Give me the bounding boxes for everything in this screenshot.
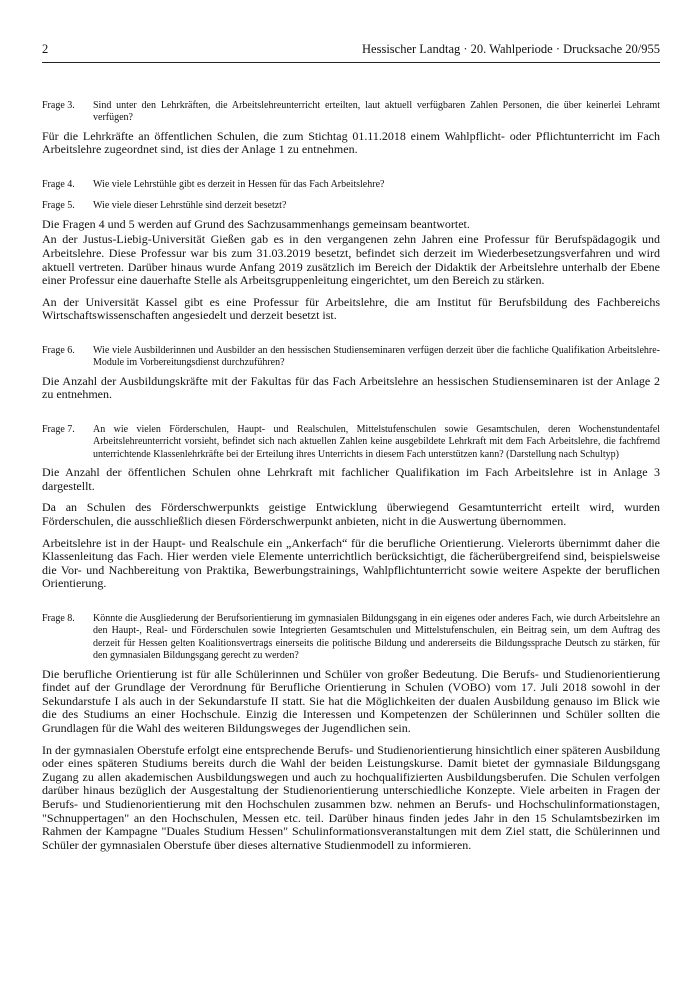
answer-8-p2: In der gymnasialen Oberstufe erfolgt eine entsprechende Berufs- und Studienorientierung hinsichtlich einer späteren Ausbildung oder eines späteren Studiums bereits durch die Wahl der beiden Leistungskurse. Damit bietet der gymnasiale Bildungsgang Zugang zu allen akademischen Ausbildungswegen und auch zu hochqualifizierten Ausbildungsberufen. Die Schulen verfolgen darüber hinaus bezüglich der Ausgestaltung der Studienorientierung unterschiedliche Konzepte. Viele arbeiten in Fragen der Berufs- und Studienorientierung mit den Hochschulen zusammen bzw. nehmen an Berufs- und Hochschulinformationstagen, "Schnuppertagen" an den Hochschulen, Messen etc. teil. Darüber hinaus finden jedes Jahr in den 15 Schulamtsbezirken im Rahmen der Kampagne "Duales Studium Hessen" Schulinformationsveranstaltungen mit dem Ziel statt, die Schülerinnen und Schüler der gymnasialen Oberstufe über dieses alternative Studienmodell zu informieren. xyxy=(42,742,660,852)
question-5 xyxy=(42,200,660,212)
question-text: Wie viele dieser Lehrstühle sind derzeit besetzt? xyxy=(93,200,287,212)
question-label: Frage 6. xyxy=(42,344,75,356)
answer-4-5-p2: An der Justus-Liebig-Universität Gießen gab es in den vergangenen zehn Jahren eine Professur für Berufspädagogik und Arbeitslehre. Diese Professur war bis zum 31.03.2019 besetzt, befindet sich derzeit im Wiederbesetzungsverfahren und wird aktuell vertreten. Darüber hinaus wurde Anfang 2019 zusätzlich im Bereich der Didaktik der Arbeitslehre unterhalb der Ebene einer Professur eine dauerhafte Stelle als Arbeitsgruppenleitung eingerichtet, um den Bereich zu stärken. xyxy=(42,232,660,288)
question-7 xyxy=(42,424,660,461)
question-text: Sind unter den Lehrkräften, die Arbeitslehreunterricht erteilten, laut aktuell verfügbaren Zahlen Personen, die über keinerlei Lehramt verfügen? xyxy=(93,100,660,124)
page-number: 2 xyxy=(42,42,49,56)
question-text: Wie viele Lehrstühle gibt es derzeit in Hessen für das Fach Arbeitslehre? xyxy=(93,179,385,190)
question-3 xyxy=(42,100,660,125)
question-label: Frage 4. xyxy=(42,179,75,190)
question-4 xyxy=(42,179,660,191)
question-8 xyxy=(42,613,660,663)
question-6 xyxy=(42,345,660,370)
answer-6: Die Anzahl der Ausbildungskräfte mit der Fakultas für das Fach Arbeitslehre an hessischen Studienseminaren ist der Anlage 2 zu entnehmen. xyxy=(42,373,660,402)
answer-4-5-p3: An der Universität Kassel gibt es eine Professur für Arbeitslehre, die am Institut für Berufsbildung des Fachbereichs Wirtschaftswissenschaften angesiedelt und derzeit besetzt ist. xyxy=(42,294,660,323)
answer-3: Für die Lehrkräfte an öffentlichen Schulen, die zum Stichtag 01.11.2018 einem Wahlpflicht- oder Pflichtunterricht im Fach Arbeitslehre zugeordnet sind, ist dies der Anlage 1 zu entnehmen. xyxy=(42,128,660,157)
answer-7-p3: Arbeitslehre ist in der Haupt- und Realschule ein „Ankerfach“ für die berufliche Orientierung. Vielerorts übernimmt daher die Klassenleitung das Fach. Hier werden viele Elemente unterrichtlich berücksichtigt, die fächerübergreifend sind, beispielsweise die Vor- und Nachbereitung von Praktika, Bewerbungstrainings, Wahlpflichtunterricht sowie weitere Aspekte der beruflichen Orientierung. xyxy=(42,535,660,591)
running-head: Hessischer Landtag · 20. Wahlperiode · Drucksache 20/955 xyxy=(362,42,660,56)
answer-7-p1: Die Anzahl der öffentlichen Schulen ohne Lehrkraft mit fachlicher Qualifikation im Fach Arbeitslehre ist in Anlage 3 dargestellt. xyxy=(42,465,660,493)
answer-7-p2: Da an Schulen des Förderschwerpunkts geistige Entwicklung überwiegend Gesamtunterricht erteilt wird, wurden Förderschulen, die ausschließlich diesen Förderschwerpunkt anbieten, nicht in die Auswertung übernommen. xyxy=(42,500,660,528)
question-label: Frage 3. xyxy=(42,100,75,111)
question-label: Frage 5. xyxy=(42,200,75,212)
question-label: Frage 8. xyxy=(42,612,75,624)
question-text: An wie vielen Förderschulen, Haupt- und Realschulen, Mittelstufenschulen sowie Gesamtschulen, deren Wochenstundentafel Arbeitslehreunterricht vorsieht, befindet sich nach aktuellen Zahlen keine ausgebildete Lehrkraft mit dem Fach Arbeitslehre, die fachfremd unterrichtende Klassenlehrkräfte bei der Erteilung ihres Unterrichts in diesem Fach unterstützen kann? (Darstellung nach Schultyp) xyxy=(93,423,660,460)
question-text: Wie viele Ausbilderinnen und Ausbilder an den hessischen Studienseminaren verfügen derzeit über die fachliche Qualifikation Arbeitslehre-Module im Vorbereitungsdienst durchzuführen? xyxy=(93,344,660,369)
answer-4-5-p1: Die Fragen 4 und 5 werden auf Grund des Sachzusammenhangs gemeinsam beantwortet. xyxy=(42,216,470,231)
question-label: Frage 7. xyxy=(42,423,75,435)
document-body xyxy=(42,100,660,860)
question-text: Könnte die Ausgliederung der Berufsorientierung im gymnasialen Bildungsgang in ein eigenes oder anderes Fach, wie durch Arbeitslehre an den Haupt-, Real- und Förderschulen sowie Integrierten Gesamtschulen und Mittelstufenschulen, ein Beitrag sein, um dem Auftrag des derzeit für Hessen gelten Koalitionsvertrags einerseits die politische Bildung und andererseits die Bildungssprache Deutsch zu stärken, für den gymnasialen Bildungsgang gerecht zu werden? xyxy=(93,612,660,662)
answer-8-p1: Die berufliche Orientierung ist für alle Schülerinnen und Schüler von großer Bedeutung. Die Berufs- und Studienorientierung findet auf der Grundlage der Verordnung für Berufliche Orientierung in Schulen (VOBO) vom 17. Juli 2018 sowohl in der Sekundarstufe I als auch in der Sekundarstufe II statt. Sie hat die Möglichkeiten der dualen Ausbildung genauso im Blick wie die des Studiums an einer Hochschule. Einzig die Interessen und Kompetenzen der Schülerinnen und Schüler sollten die Grundlagen für die Wahl des weiteren Bildungsweges der Jugendlichen sein. xyxy=(42,666,660,735)
page-header xyxy=(42,42,660,63)
